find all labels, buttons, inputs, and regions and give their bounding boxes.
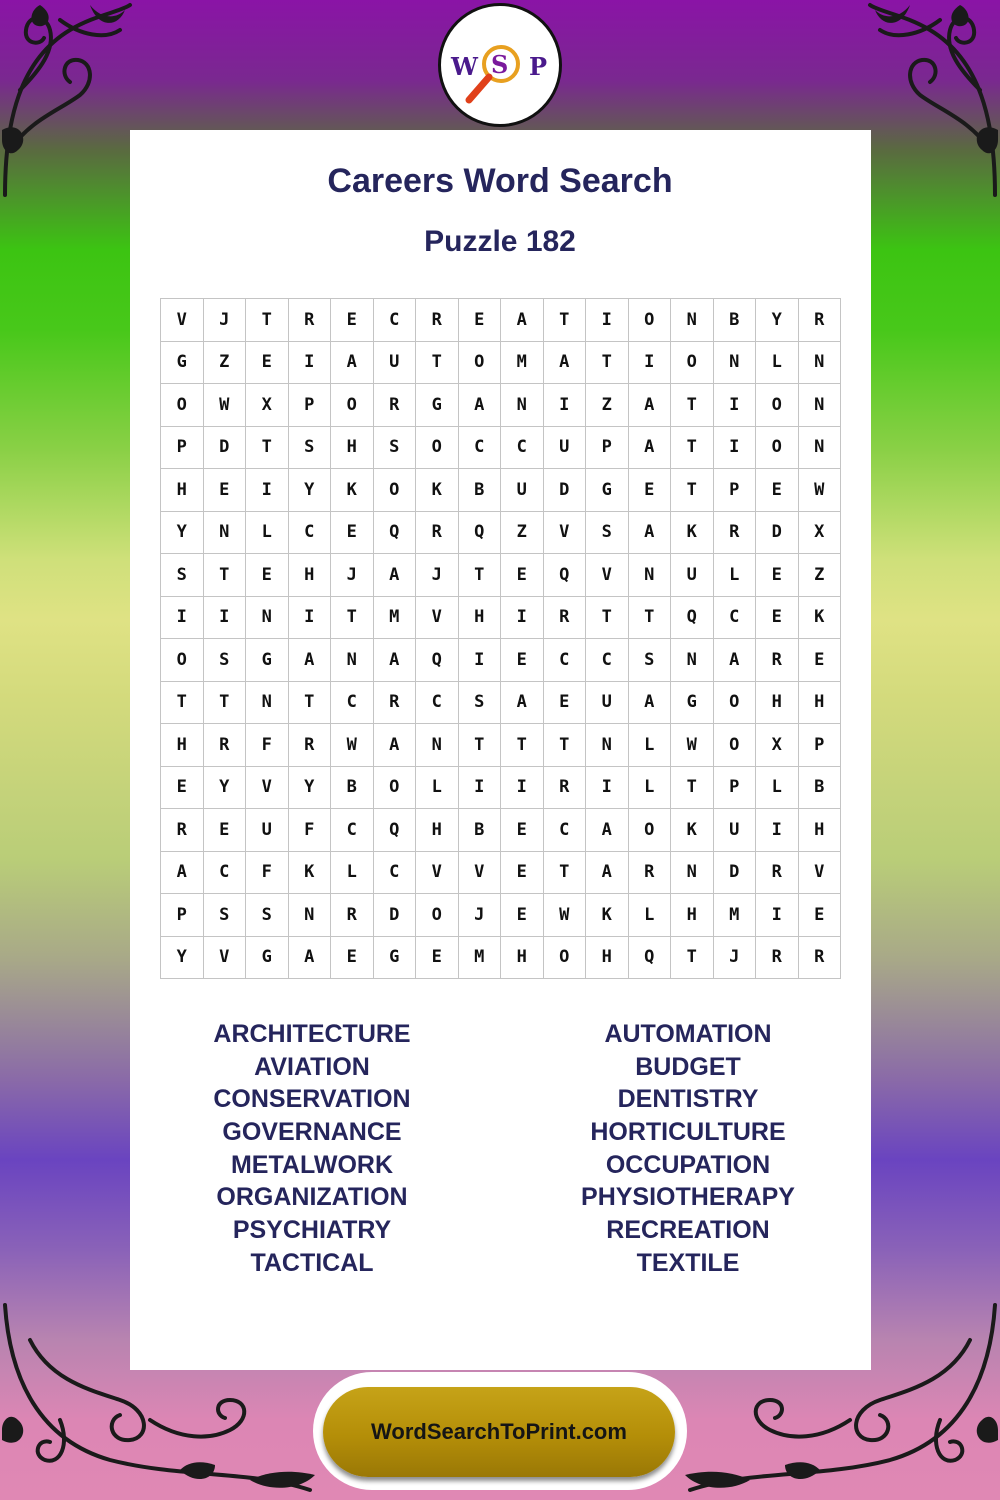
grid-cell[interactable]: G: [374, 937, 417, 980]
grid-cell[interactable]: H: [459, 597, 502, 640]
grid-cell[interactable]: E: [501, 809, 544, 852]
grid-cell[interactable]: N: [671, 852, 714, 895]
grid-cell[interactable]: S: [374, 427, 417, 470]
grid-cell[interactable]: P: [161, 427, 204, 470]
grid-cell[interactable]: R: [374, 384, 417, 427]
grid-cell[interactable]: A: [586, 852, 629, 895]
grid-cell[interactable]: N: [629, 554, 672, 597]
logo-letter-s: S: [491, 50, 509, 79]
grid-cell[interactable]: L: [756, 767, 799, 810]
grid-cell[interactable]: V: [544, 512, 587, 555]
grid-cell[interactable]: E: [501, 554, 544, 597]
grid-cell[interactable]: O: [756, 384, 799, 427]
word-list-left: [152, 1018, 472, 1280]
grid-cell[interactable]: N: [714, 342, 757, 385]
grid-cell[interactable]: O: [374, 767, 417, 810]
grid-cell[interactable]: N: [799, 427, 842, 470]
grid-cell[interactable]: I: [289, 342, 332, 385]
grid-cell[interactable]: I: [586, 299, 629, 342]
grid-cell[interactable]: O: [544, 937, 587, 980]
grid-cell[interactable]: T: [671, 469, 714, 512]
grid-cell[interactable]: I: [459, 767, 502, 810]
grid-cell[interactable]: W: [331, 724, 374, 767]
grid-cell[interactable]: N: [246, 597, 289, 640]
grid-cell[interactable]: V: [416, 852, 459, 895]
grid-cell[interactable]: C: [416, 682, 459, 725]
word-list-item: TACTICAL: [250, 1248, 374, 1277]
grid-cell[interactable]: V: [799, 852, 842, 895]
grid-cell[interactable]: L: [714, 554, 757, 597]
grid-cell[interactable]: E: [246, 554, 289, 597]
grid-cell[interactable]: Q: [374, 809, 417, 852]
grid-cell[interactable]: E: [204, 809, 247, 852]
grid-cell[interactable]: L: [416, 767, 459, 810]
grid-cell[interactable]: Q: [374, 512, 417, 555]
grid-cell[interactable]: I: [161, 597, 204, 640]
grid-cell[interactable]: V: [586, 554, 629, 597]
word-list-item: ARCHITECTURE: [213, 1020, 411, 1048]
grid-cell[interactable]: I: [501, 597, 544, 640]
grid-cell[interactable]: N: [671, 639, 714, 682]
grid-cell[interactable]: M: [459, 937, 502, 980]
grid-cell[interactable]: N: [204, 512, 247, 555]
grid-cell[interactable]: T: [161, 682, 204, 725]
grid-cell[interactable]: Y: [289, 767, 332, 810]
grid-cell[interactable]: P: [714, 469, 757, 512]
grid-cell[interactable]: S: [629, 639, 672, 682]
grid-cell[interactable]: R: [544, 767, 587, 810]
grid-cell[interactable]: R: [204, 724, 247, 767]
grid-cell[interactable]: N: [799, 384, 842, 427]
grid-cell[interactable]: W: [671, 724, 714, 767]
grid-cell[interactable]: A: [459, 384, 502, 427]
grid-cell[interactable]: L: [331, 852, 374, 895]
word-list-item: BUDGET: [635, 1052, 741, 1081]
grid-cell[interactable]: O: [416, 894, 459, 937]
grid-cell[interactable]: D: [714, 852, 757, 895]
grid-cell[interactable]: S: [246, 894, 289, 937]
grid-cell[interactable]: S: [161, 554, 204, 597]
grid-cell[interactable]: Y: [161, 937, 204, 980]
word-list-item: PHYSIOTHERAPY: [581, 1183, 795, 1212]
grid-cell[interactable]: E: [501, 894, 544, 937]
grid-cell[interactable]: Y: [161, 512, 204, 555]
grid-cell[interactable]: N: [586, 724, 629, 767]
grid-cell[interactable]: C: [374, 299, 417, 342]
grid-cell[interactable]: Z: [204, 342, 247, 385]
grid-cell[interactable]: U: [544, 427, 587, 470]
grid-cell[interactable]: F: [289, 809, 332, 852]
grid-cell[interactable]: P: [161, 894, 204, 937]
grid-cell[interactable]: R: [331, 894, 374, 937]
grid-cell[interactable]: K: [671, 809, 714, 852]
grid-cell[interactable]: T: [586, 342, 629, 385]
grid-cell[interactable]: R: [416, 512, 459, 555]
letter-grid: [160, 298, 841, 979]
grid-cell[interactable]: B: [331, 767, 374, 810]
grid-cell[interactable]: U: [671, 554, 714, 597]
grid-cell[interactable]: R: [629, 852, 672, 895]
grid-cell[interactable]: E: [799, 639, 842, 682]
grid-cell[interactable]: T: [501, 724, 544, 767]
grid-cell[interactable]: T: [459, 724, 502, 767]
grid-cell[interactable]: T: [544, 724, 587, 767]
grid-cell[interactable]: E: [501, 852, 544, 895]
grid-cell[interactable]: L: [629, 894, 672, 937]
grid-cell[interactable]: B: [459, 469, 502, 512]
grid-cell[interactable]: S: [586, 512, 629, 555]
grid-cell[interactable]: T: [544, 852, 587, 895]
grid-cell[interactable]: J: [204, 299, 247, 342]
grid-cell[interactable]: I: [756, 894, 799, 937]
grid-cell[interactable]: H: [161, 469, 204, 512]
grid-cell[interactable]: X: [246, 384, 289, 427]
grid-cell[interactable]: C: [544, 809, 587, 852]
grid-cell[interactable]: V: [416, 597, 459, 640]
grid-cell[interactable]: H: [586, 937, 629, 980]
grid-cell[interactable]: R: [714, 512, 757, 555]
grid-cell[interactable]: Z: [799, 554, 842, 597]
word-list-item: AUTOMATION: [604, 1020, 772, 1048]
grid-cell[interactable]: O: [714, 724, 757, 767]
grid-cell[interactable]: T: [544, 299, 587, 342]
puzzle-number: Puzzle 182: [424, 225, 576, 258]
grid-cell[interactable]: Y: [204, 767, 247, 810]
grid-cell[interactable]: P: [289, 384, 332, 427]
grid-cell[interactable]: H: [501, 937, 544, 980]
grid-cell[interactable]: A: [586, 809, 629, 852]
grid-cell[interactable]: H: [799, 682, 842, 725]
grid-cell[interactable]: I: [586, 767, 629, 810]
grid-cell[interactable]: H: [416, 809, 459, 852]
grid-cell[interactable]: K: [331, 469, 374, 512]
grid-cell[interactable]: G: [161, 342, 204, 385]
grid-cell[interactable]: U: [246, 809, 289, 852]
grid-cell[interactable]: R: [289, 299, 332, 342]
grid-cell[interactable]: L: [756, 342, 799, 385]
grid-cell[interactable]: E: [756, 469, 799, 512]
grid-cell[interactable]: E: [501, 639, 544, 682]
grid-cell[interactable]: A: [501, 299, 544, 342]
grid-cell[interactable]: O: [374, 469, 417, 512]
grid-cell[interactable]: R: [374, 682, 417, 725]
grid-cell[interactable]: E: [416, 937, 459, 980]
grid-cell[interactable]: E: [204, 469, 247, 512]
grid-cell[interactable]: G: [246, 937, 289, 980]
grid-cell[interactable]: A: [629, 512, 672, 555]
word-list-item: OCCUPATION: [605, 1150, 771, 1179]
grid-cell[interactable]: C: [204, 852, 247, 895]
grid-cell[interactable]: R: [756, 639, 799, 682]
grid-cell[interactable]: R: [799, 299, 842, 342]
grid-cell[interactable]: N: [416, 724, 459, 767]
grid-cell[interactable]: C: [544, 639, 587, 682]
grid-cell[interactable]: T: [671, 427, 714, 470]
grid-cell[interactable]: D: [374, 894, 417, 937]
grid-cell[interactable]: I: [714, 384, 757, 427]
grid-cell[interactable]: R: [161, 809, 204, 852]
logo-letter-w: W: [451, 52, 478, 81]
grid-cell[interactable]: N: [331, 639, 374, 682]
grid-cell[interactable]: A: [501, 682, 544, 725]
grid-cell[interactable]: E: [544, 682, 587, 725]
grid-cell[interactable]: W: [204, 384, 247, 427]
grid-cell[interactable]: W: [799, 469, 842, 512]
grid-cell[interactable]: P: [714, 767, 757, 810]
grid-cell[interactable]: P: [799, 724, 842, 767]
grid-cell[interactable]: D: [756, 512, 799, 555]
grid-cell[interactable]: U: [714, 809, 757, 852]
grid-cell[interactable]: T: [246, 299, 289, 342]
grid-cell[interactable]: Q: [459, 512, 502, 555]
grid-cell[interactable]: C: [714, 597, 757, 640]
grid-cell[interactable]: E: [756, 554, 799, 597]
word-list-item: GOVERNANCE: [222, 1118, 402, 1147]
grid-cell[interactable]: D: [204, 427, 247, 470]
grid-cell[interactable]: O: [714, 682, 757, 725]
grid-cell[interactable]: C: [501, 427, 544, 470]
grid-cell[interactable]: J: [416, 554, 459, 597]
grid-cell[interactable]: A: [714, 639, 757, 682]
grid-cell[interactable]: M: [714, 894, 757, 937]
grid-cell[interactable]: S: [204, 894, 247, 937]
grid-cell[interactable]: M: [501, 342, 544, 385]
grid-cell[interactable]: C: [289, 512, 332, 555]
grid-cell[interactable]: H: [799, 809, 842, 852]
grid-cell[interactable]: H: [331, 427, 374, 470]
grid-cell[interactable]: G: [671, 682, 714, 725]
grid-cell[interactable]: G: [246, 639, 289, 682]
grid-cell[interactable]: P: [586, 427, 629, 470]
grid-cell[interactable]: I: [501, 767, 544, 810]
grid-cell[interactable]: S: [204, 639, 247, 682]
grid-cell[interactable]: L: [246, 512, 289, 555]
grid-cell[interactable]: I: [714, 427, 757, 470]
grid-cell[interactable]: O: [161, 384, 204, 427]
grid-cell[interactable]: C: [374, 852, 417, 895]
grid-cell[interactable]: A: [374, 554, 417, 597]
grid-cell[interactable]: A: [629, 384, 672, 427]
word-list-item: PSYCHIATRY: [232, 1216, 392, 1245]
grid-cell[interactable]: R: [289, 724, 332, 767]
grid-cell[interactable]: A: [289, 639, 332, 682]
word-list-right: [528, 1018, 848, 1280]
grid-cell[interactable]: I: [289, 597, 332, 640]
grid-cell[interactable]: C: [331, 682, 374, 725]
grid-cell[interactable]: T: [204, 682, 247, 725]
grid-cell[interactable]: F: [246, 724, 289, 767]
grid-cell[interactable]: T: [671, 767, 714, 810]
grid-cell[interactable]: O: [671, 342, 714, 385]
grid-cell[interactable]: Z: [586, 384, 629, 427]
grid-cell[interactable]: N: [799, 342, 842, 385]
grid-cell[interactable]: N: [671, 299, 714, 342]
grid-cell[interactable]: T: [331, 597, 374, 640]
grid-cell[interactable]: N: [246, 682, 289, 725]
grid-cell[interactable]: K: [586, 894, 629, 937]
grid-cell[interactable]: K: [416, 469, 459, 512]
word-list-item: AVIATION: [254, 1052, 370, 1081]
grid-cell[interactable]: C: [459, 427, 502, 470]
grid-cell[interactable]: R: [799, 937, 842, 980]
grid-cell[interactable]: T: [586, 597, 629, 640]
grid-cell[interactable]: C: [331, 809, 374, 852]
grid-cell[interactable]: Y: [289, 469, 332, 512]
grid-cell[interactable]: E: [331, 937, 374, 980]
grid-cell[interactable]: S: [459, 682, 502, 725]
grid-cell[interactable]: I: [544, 384, 587, 427]
site-link-button[interactable]: WordSearchToPrint.com: [323, 1387, 675, 1477]
grid-cell[interactable]: H: [289, 554, 332, 597]
grid-cell[interactable]: K: [289, 852, 332, 895]
grid-cell[interactable]: A: [374, 724, 417, 767]
grid-cell[interactable]: J: [459, 894, 502, 937]
grid-cell[interactable]: B: [799, 767, 842, 810]
grid-cell[interactable]: X: [799, 512, 842, 555]
grid-cell[interactable]: Z: [501, 512, 544, 555]
grid-cell[interactable]: R: [544, 597, 587, 640]
grid-cell[interactable]: V: [246, 767, 289, 810]
grid-cell[interactable]: D: [544, 469, 587, 512]
grid-cell[interactable]: U: [374, 342, 417, 385]
grid-cell[interactable]: T: [289, 682, 332, 725]
grid-cell[interactable]: Q: [671, 597, 714, 640]
grid-cell[interactable]: W: [544, 894, 587, 937]
grid-cell[interactable]: I: [459, 639, 502, 682]
grid-cell[interactable]: A: [374, 639, 417, 682]
grid-cell[interactable]: J: [331, 554, 374, 597]
grid-cell[interactable]: R: [416, 299, 459, 342]
grid-cell[interactable]: T: [459, 554, 502, 597]
grid-cell[interactable]: A: [331, 342, 374, 385]
grid-cell[interactable]: L: [629, 724, 672, 767]
grid-cell[interactable]: A: [544, 342, 587, 385]
grid-cell[interactable]: Q: [416, 639, 459, 682]
grid-cell[interactable]: E: [331, 299, 374, 342]
grid-cell[interactable]: A: [161, 852, 204, 895]
logo[interactable]: [438, 3, 562, 127]
grid-cell[interactable]: H: [161, 724, 204, 767]
logo-letter-p: P: [529, 52, 548, 81]
grid-cell[interactable]: H: [671, 894, 714, 937]
word-list-item: ORGANIZATION: [216, 1183, 408, 1212]
grid-cell[interactable]: O: [459, 342, 502, 385]
word-list-item: RECREATION: [606, 1216, 770, 1245]
grid-cell[interactable]: I: [204, 597, 247, 640]
grid-cell[interactable]: T: [204, 554, 247, 597]
grid-cell[interactable]: F: [246, 852, 289, 895]
grid-cell[interactable]: M: [374, 597, 417, 640]
grid-cell[interactable]: V: [204, 937, 247, 980]
grid-cell[interactable]: E: [629, 469, 672, 512]
grid-cell[interactable]: T: [629, 597, 672, 640]
grid-cell[interactable]: E: [246, 342, 289, 385]
grid-cell[interactable]: B: [459, 809, 502, 852]
grid-cell[interactable]: E: [459, 299, 502, 342]
grid-cell[interactable]: A: [629, 427, 672, 470]
grid-cell[interactable]: T: [416, 342, 459, 385]
grid-cell[interactable]: O: [416, 427, 459, 470]
grid-cell[interactable]: O: [161, 639, 204, 682]
grid-cell[interactable]: N: [289, 894, 332, 937]
grid-cell[interactable]: U: [586, 682, 629, 725]
word-list-item: DENTISTRY: [617, 1085, 759, 1114]
grid-cell[interactable]: E: [756, 597, 799, 640]
grid-cell[interactable]: Q: [544, 554, 587, 597]
grid-cell[interactable]: C: [586, 639, 629, 682]
grid-cell[interactable]: G: [416, 384, 459, 427]
word-list-item: TEXTILE: [636, 1248, 740, 1277]
grid-cell[interactable]: V: [161, 299, 204, 342]
grid-cell[interactable]: T: [671, 384, 714, 427]
grid-cell[interactable]: T: [246, 427, 289, 470]
grid-cell[interactable]: K: [671, 512, 714, 555]
grid-cell[interactable]: E: [331, 512, 374, 555]
grid-cell[interactable]: Q: [629, 937, 672, 980]
grid-cell[interactable]: E: [161, 767, 204, 810]
grid-cell[interactable]: R: [756, 852, 799, 895]
grid-cell[interactable]: I: [629, 342, 672, 385]
grid-cell[interactable]: K: [799, 597, 842, 640]
word-list-item: CONSERVATION: [213, 1085, 411, 1114]
grid-cell[interactable]: L: [629, 767, 672, 810]
grid-cell[interactable]: H: [756, 682, 799, 725]
grid-cell[interactable]: O: [629, 299, 672, 342]
grid-cell[interactable]: A: [629, 682, 672, 725]
grid-cell[interactable]: S: [289, 427, 332, 470]
grid-cell[interactable]: X: [756, 724, 799, 767]
grid-cell[interactable]: E: [799, 894, 842, 937]
grid-cell[interactable]: A: [289, 937, 332, 980]
grid-cell[interactable]: J: [714, 937, 757, 980]
grid-cell[interactable]: O: [756, 427, 799, 470]
grid-cell[interactable]: I: [246, 469, 289, 512]
grid-cell[interactable]: G: [586, 469, 629, 512]
grid-cell[interactable]: O: [331, 384, 374, 427]
grid-cell[interactable]: R: [756, 937, 799, 980]
grid-cell[interactable]: B: [714, 299, 757, 342]
page-title: Careers Word Search: [327, 162, 673, 200]
grid-cell[interactable]: V: [459, 852, 502, 895]
grid-cell[interactable]: I: [756, 809, 799, 852]
grid-cell[interactable]: N: [501, 384, 544, 427]
grid-cell[interactable]: O: [629, 809, 672, 852]
grid-cell[interactable]: U: [501, 469, 544, 512]
word-list-item: METALWORK: [230, 1150, 393, 1179]
word-list-item: HORTICULTURE: [590, 1118, 786, 1147]
grid-cell[interactable]: T: [671, 937, 714, 980]
grid-cell[interactable]: Y: [756, 299, 799, 342]
